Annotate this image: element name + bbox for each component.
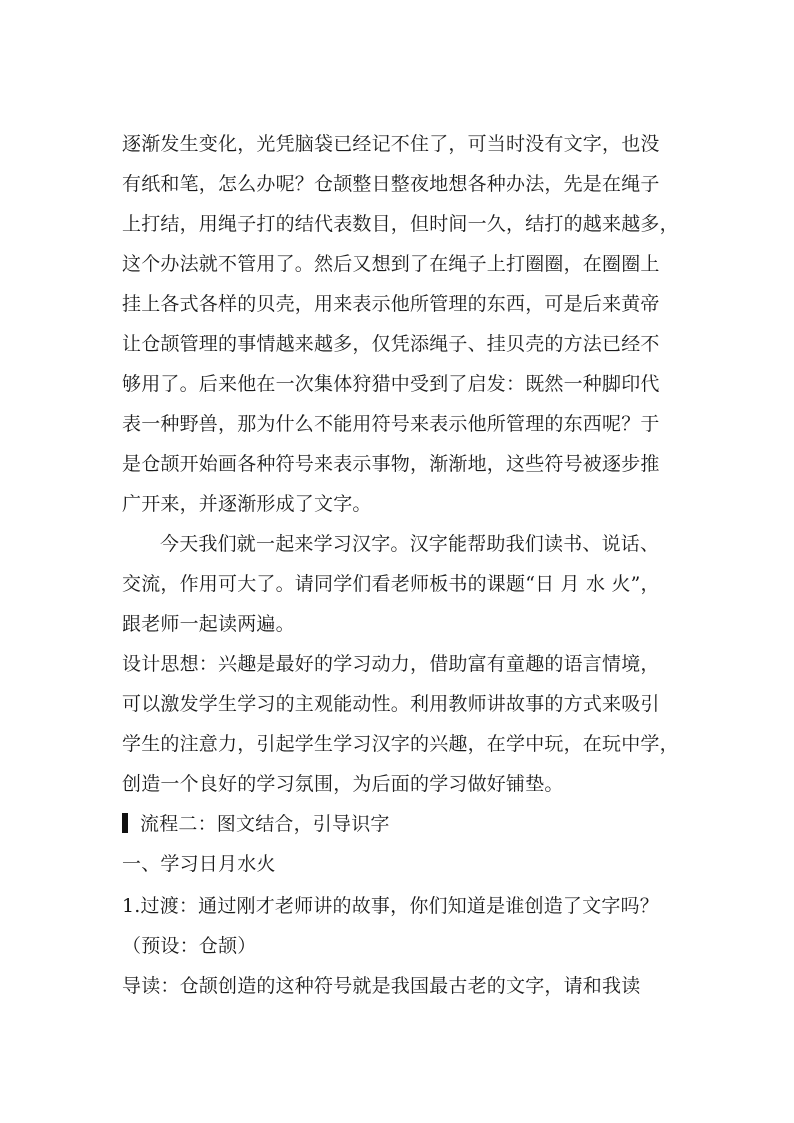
design-thought-line-1: 设计思想：兴趣是最好的学习动力，借助富有童趣的语言情境， [122,653,660,675]
story-line-6: 让仓颉管理的事情越来越多，仅凭添绳子、挂贝壳的方法已经不 [122,333,660,355]
story-line-4: 这个办法就不管用了。然后又想到了在绳子上打圈圈，在圈圈上 [122,253,660,275]
section-heading [122,812,390,836]
design-thought-line-4: 创造一个良好的学习氛围，为后面的学习做好铺垫。 [122,773,564,795]
story-line-5: 挂上各式各样的贝壳，用来表示他所管理的东西，可是后来黄帝 [122,293,660,315]
intro-line-3: 跟老师一起读两遍。 [122,613,295,635]
intro-line-2: 交流，作用可大了。请同学们看老师板书的课题“日 月 水 火”， [122,573,660,595]
step-1-text: 1.过渡：通过刚才老师讲的故事，你们知道是谁创造了文字吗？ [122,895,659,917]
preset-answer: （预设：仓颉） [122,935,257,957]
sub-heading: 一、学习日月水火 [122,853,276,875]
story-line-9: 是仓颉开始画各种符号来表示事物，渐渐地，这些符号被逐步推 [122,453,660,475]
story-line-3: 上打结，用绳子打的结代表数目，但时间一久，结打的越来越多， [122,213,679,235]
story-line-8: 表一种野兽，那为什么不能用符号来表示他所管理的东西呢？于 [122,413,660,435]
story-line-1: 逐渐发生变化，光凭脑袋已经记不住了，可当时没有文字，也没 [122,133,660,155]
heading-marker [122,813,128,833]
story-line-7: 够用了。后来他在一次集体狩猎中受到了启发：既然一种脚印代 [122,373,660,395]
story-line-2: 有纸和笔，怎么办呢？仓颉整日整夜地想各种办法，先是在绳子 [122,173,660,195]
section-heading-text: 流程二：图文结合，引导识字 [140,813,390,835]
design-thought-line-2: 可以激发学生学习的主观能动性。利用教师讲故事的方式来吸引 [122,693,660,715]
guided-reading-text: 导读：仓颉创造的这种符号就是我国最古老的文字，请和我读 [122,975,641,997]
design-thought-line-3: 学生的注意力，引起学生学习汉字的兴趣，在学中玩，在玩中学， [122,733,679,755]
story-line-10: 广开来，并逐渐形成了文字。 [122,493,372,515]
intro-line-1: 今天我们就一起来学习汉字。汉字能帮助我们读书、说话、 [160,533,660,555]
